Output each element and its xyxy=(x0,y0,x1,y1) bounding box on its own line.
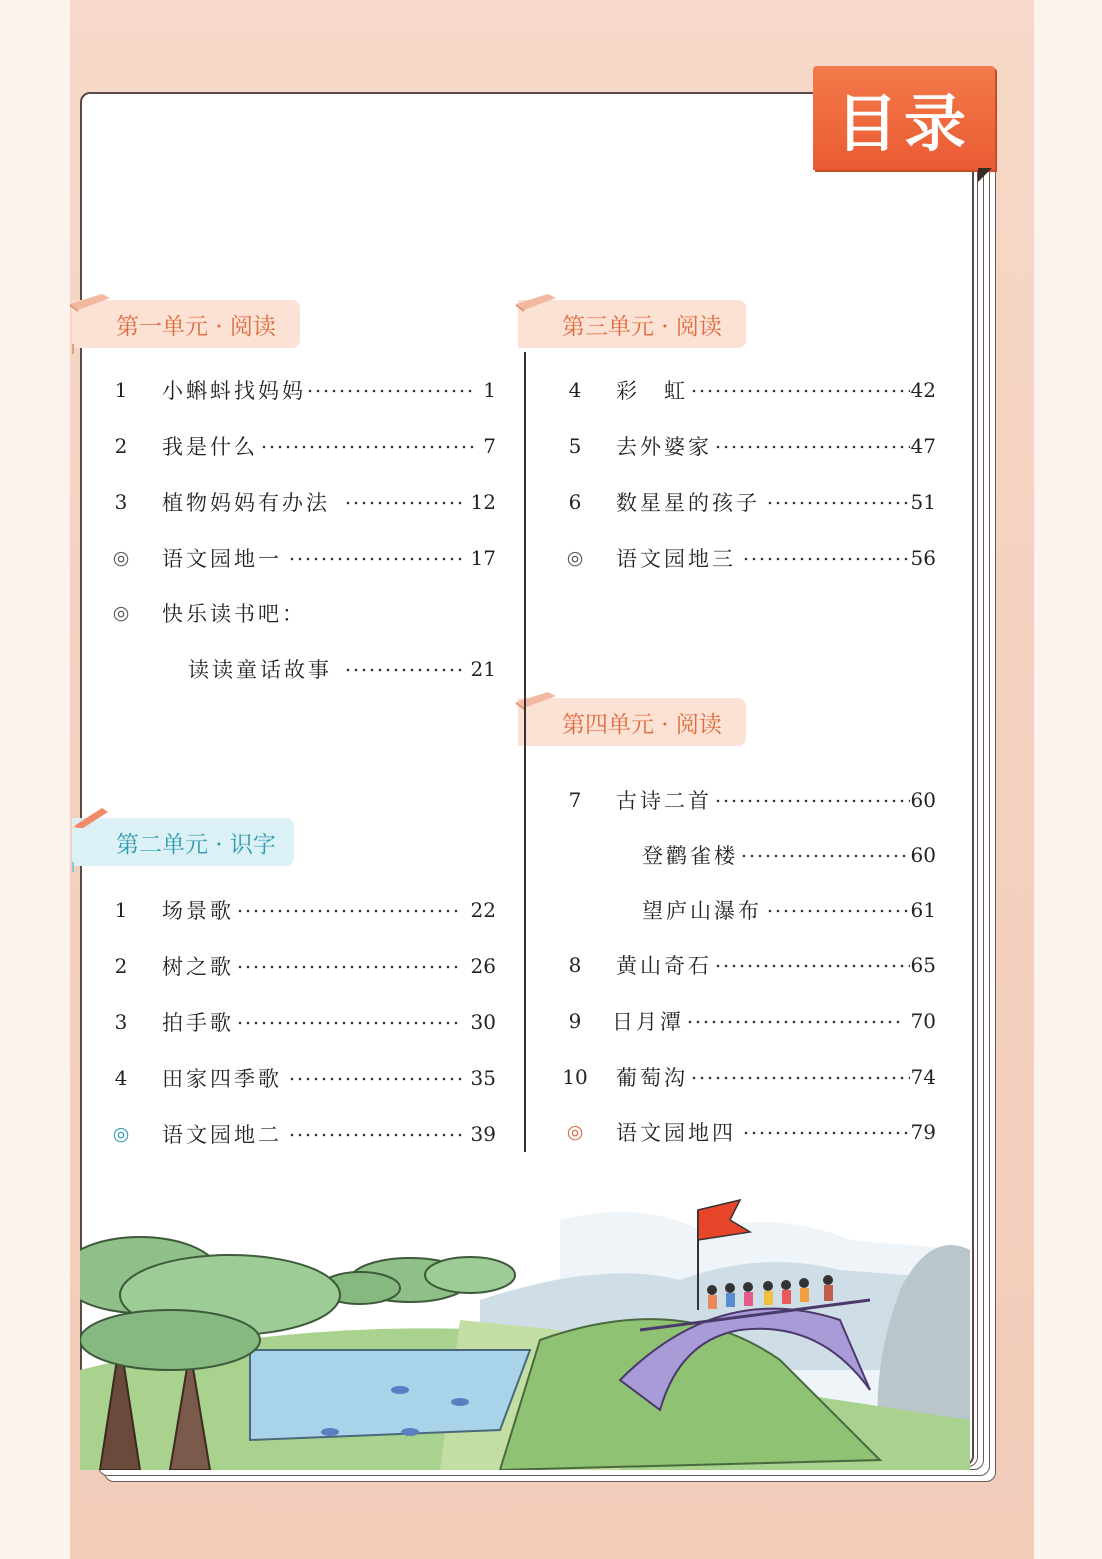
toc-row[interactable] xyxy=(560,1061,936,1093)
leader-dots xyxy=(344,668,462,672)
toc-row[interactable] xyxy=(560,894,936,926)
lesson-title: 望庐山瀑布 xyxy=(642,899,762,923)
landscape-illustration xyxy=(80,1170,970,1470)
leader-dots xyxy=(686,1020,904,1024)
leader-dots xyxy=(288,1077,462,1081)
toc-row[interactable] xyxy=(106,950,496,982)
unit-3-title: 第三单元 · 阅读 xyxy=(562,313,722,340)
lesson-number: 8 xyxy=(568,953,582,977)
unit-3-header xyxy=(518,300,746,348)
unit-4-title: 第四单元 · 阅读 xyxy=(562,711,722,738)
page-number: 42 xyxy=(910,378,936,402)
leader-dots xyxy=(742,1131,910,1135)
page-number: 12 xyxy=(470,490,496,514)
toc-title-tab xyxy=(813,66,995,170)
leader-dots xyxy=(344,501,462,505)
lesson-title: 语文园地三 xyxy=(616,547,736,571)
toc-row[interactable] xyxy=(560,374,936,406)
lesson-number: 10 xyxy=(562,1065,588,1089)
unit-2-title: 第二单元 · 识字 xyxy=(116,831,276,858)
page-number: 61 xyxy=(910,898,936,922)
lesson-number: 7 xyxy=(568,788,582,812)
leader-dots xyxy=(690,389,910,393)
page-number: 1 xyxy=(483,378,496,402)
lesson-number: 3 xyxy=(114,490,128,514)
page-number: 60 xyxy=(910,843,936,867)
book-icon xyxy=(66,290,112,312)
leader-dots xyxy=(742,557,910,561)
toc-row[interactable] xyxy=(106,597,496,629)
circle-mark: ◎ xyxy=(112,547,130,569)
unit-1-tick xyxy=(72,344,74,354)
unit-2-tick xyxy=(72,862,74,872)
page-number: 35 xyxy=(470,1066,496,1090)
page-number: 26 xyxy=(470,954,496,978)
lesson-number: 1 xyxy=(114,378,128,402)
toc-row[interactable] xyxy=(560,1116,936,1148)
page-number: 65 xyxy=(910,953,936,977)
lesson-number: 4 xyxy=(114,1066,128,1090)
page-number: 60 xyxy=(910,788,936,812)
page-number: 7 xyxy=(483,434,496,458)
toc-row[interactable] xyxy=(560,486,936,518)
leader-dots xyxy=(714,964,910,968)
circle-mark: ◎ xyxy=(566,1121,584,1143)
leader-dots xyxy=(714,445,910,449)
column-divider xyxy=(524,352,526,1152)
lesson-number: 5 xyxy=(568,434,582,458)
book-icon xyxy=(512,290,558,312)
page-number: 70 xyxy=(910,1009,936,1033)
toc-row[interactable] xyxy=(106,653,496,685)
page-number: 39 xyxy=(470,1122,496,1146)
leader-dots xyxy=(714,799,910,803)
toc-row[interactable] xyxy=(560,784,936,816)
toc-row[interactable] xyxy=(560,542,936,574)
toc-row[interactable] xyxy=(560,839,936,871)
lesson-title: 田家四季歌 xyxy=(162,1067,282,1091)
unit-1-header xyxy=(72,300,300,348)
page-number: 22 xyxy=(470,898,496,922)
lesson-title: 我是什么 xyxy=(162,435,258,459)
circle-mark: ◎ xyxy=(112,602,130,624)
leader-dots xyxy=(288,557,462,561)
lesson-number: 3 xyxy=(114,1010,128,1034)
lesson-title: 快乐读书吧： xyxy=(162,602,306,626)
page-number: 30 xyxy=(470,1010,496,1034)
lesson-title: 去外婆家 xyxy=(616,435,712,459)
lesson-title: 古诗二首 xyxy=(616,789,712,813)
lesson-title: 登鹳雀楼 xyxy=(642,844,738,868)
toc-row[interactable] xyxy=(560,949,936,981)
unit-4-header xyxy=(518,698,746,746)
leader-dots xyxy=(740,854,910,858)
leader-dots xyxy=(288,1133,462,1137)
leader-dots xyxy=(236,965,462,969)
page-number: 21 xyxy=(470,657,496,681)
book-icon xyxy=(512,688,558,710)
page-number: 56 xyxy=(910,546,936,570)
lesson-title: 彩 虹 xyxy=(616,379,688,403)
page-number: 51 xyxy=(910,490,936,514)
lesson-title: 植物妈妈有办法 xyxy=(162,491,330,515)
lesson-title: 数星星的孩子 xyxy=(616,491,760,515)
page-number: 47 xyxy=(910,434,936,458)
leader-dots xyxy=(236,1021,462,1025)
toc-row[interactable] xyxy=(106,894,496,926)
pencil-icon xyxy=(68,806,114,828)
leader-dots xyxy=(766,909,910,913)
toc-row[interactable] xyxy=(106,1118,496,1150)
toc-row[interactable] xyxy=(106,374,496,406)
lesson-title: 语文园地一 xyxy=(162,547,282,571)
leader-dots xyxy=(236,909,462,913)
page-number: 17 xyxy=(470,546,496,570)
tree-icon xyxy=(320,1257,515,1304)
unit-1-title: 第一单元 · 阅读 xyxy=(116,313,276,340)
leader-dots xyxy=(260,445,474,449)
lesson-title: 拍手歌 xyxy=(162,1011,234,1035)
lesson-number: 9 xyxy=(568,1009,582,1033)
toc-row[interactable] xyxy=(560,1005,936,1037)
circle-mark: ◎ xyxy=(112,1123,130,1145)
page-number: 79 xyxy=(910,1120,936,1144)
tab-notch xyxy=(978,168,992,182)
circle-mark: ◎ xyxy=(566,547,584,569)
toc-row[interactable] xyxy=(106,1062,496,1094)
lesson-number: 4 xyxy=(568,378,582,402)
toc-row[interactable] xyxy=(560,430,936,462)
lesson-title: 语文园地二 xyxy=(162,1123,282,1147)
lesson-number: 2 xyxy=(114,954,128,978)
unit-2-header xyxy=(72,818,294,866)
toc-title: 目录 xyxy=(835,86,972,160)
leader-dots xyxy=(306,389,474,393)
toc-row[interactable] xyxy=(106,542,496,574)
lesson-number: 6 xyxy=(568,490,582,514)
lesson-title: 日月潭 xyxy=(612,1010,684,1034)
leader-dots xyxy=(766,501,910,505)
leader-dots xyxy=(690,1076,910,1080)
lesson-number: 1 xyxy=(114,898,128,922)
toc-row[interactable] xyxy=(106,430,496,462)
lesson-title: 语文园地四 xyxy=(616,1121,736,1145)
lesson-title: 葡萄沟 xyxy=(616,1066,688,1090)
toc-row[interactable] xyxy=(106,1006,496,1038)
page-number: 74 xyxy=(910,1065,936,1089)
lesson-title: 树之歌 xyxy=(162,955,234,979)
lesson-title: 黄山奇石 xyxy=(616,954,712,978)
toc-row[interactable] xyxy=(106,486,496,518)
lesson-title: 小蝌蚪找妈妈 xyxy=(162,379,306,403)
lesson-title: 读读童话故事 xyxy=(188,658,332,682)
lesson-title: 场景歌 xyxy=(162,899,234,923)
lesson-number: 2 xyxy=(114,434,128,458)
